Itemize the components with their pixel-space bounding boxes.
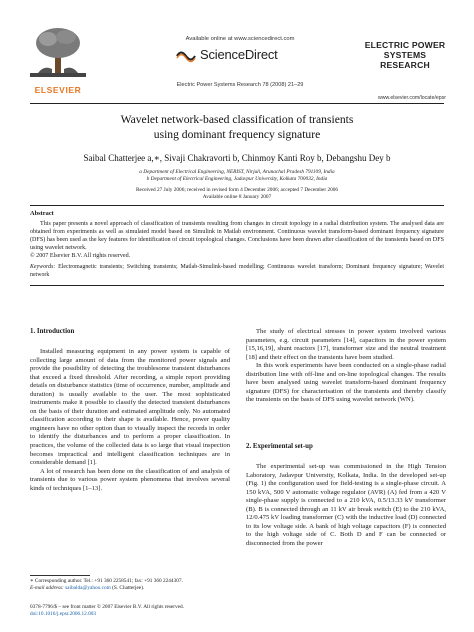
available-online-text: Available online at www.sciencedirect.com [185, 36, 295, 42]
email-note [30, 585, 240, 592]
abstract-bottom-rule [30, 285, 444, 286]
section-heading-introduction: 1. Introduction [30, 328, 75, 335]
article-title-line2: using dominant frequency signature [153, 128, 321, 141]
article-title-line1: Wavelet network-based classification of transients [120, 113, 354, 126]
author-list: Saibal Chatterjee a,∗, Sivaji Chakravorti b, Chinmoy Kanti Roy b, Debangshu Dey b [83, 153, 391, 163]
section-heading-experimental-setup: 2. Experimental set-up [246, 443, 313, 450]
email-label: E-mail address: [30, 584, 66, 591]
keywords-list: Electromagnetic transients; Switching transients; Matlab-Simulink-based modelling; Continuous wavelet transform; Dominant frequency signature; Wavelet network [30, 264, 444, 278]
experimental-setup-paragraph: The experimental set-up was commissioned in the High Tension Laboratory, Jadavpur University, Kolkata, India. In the developed set-up (Fig. 1) the configuration used for field-testing is a single-phase circuit. A 150 kVA, 500 V automatic voltage regulator (AVR) (A) fed from a 420 V single-phase supply is connected to a 210 kVA, 0.5/13.33 kV transformer (B). B is connected through an 11 kV air break switch (E) to the 210 kVA, 12/0.475 kV loading transformer (C) with the inductive load (D) connected to its low voltage side. A bank of high voltage capacitors (F) is connected to the high voltage side of C. Both D and F can be connected or disconnected from the power [246, 463, 446, 547]
received-dates: Received 27 July 2006; received in revised form 4 December 2006; accepted 7 December 2006 [135, 187, 339, 193]
right-paragraph-2: In this work experiments have been conducted on a single-phase radial distribution line with off-line and on-line topological changes. The results have been analysed using wavelet transform-based dominant frequency signature (DFS) for characterisation of the transients and thereby classify the transients on the basis of DFS using wavelet network (WN). [246, 362, 446, 404]
header-rule [30, 103, 444, 104]
elsevier-logo [30, 25, 86, 95]
sciencedirect-wordmark: ScienceDirect [200, 47, 278, 62]
issn-line: 0378-7796/$ – see front matter © 2007 Elsevier B.V. All rights reserved. [30, 604, 184, 610]
right-column-text-bottom [246, 463, 446, 548]
doi-link[interactable]: doi:10.1016/j.epsr.2006.12.003 [30, 611, 97, 617]
journal-title [360, 40, 450, 70]
elsevier-tree-logo-icon [30, 25, 86, 77]
article-title [60, 112, 414, 142]
intro-paragraph-1: Installed measuring equipment in any power system is capable of collecting large amount of data from the monitored power signals and provide the possibility of detecting the troublesome transient disturbances that exceed a fixed threshold. After recording, a simple report providing details on disturbance statistics (time of occurrence, number, amplitude and duration) is usually available to the user. The most sophisticated instruments make it possible to classify the detected transient disturbances on the basis of their duration and estimated amplitude only. No automated classification according to their shape is available. Hence, power quality engineers have no other option than to visually inspect the records in order to identify the disturbances and to perform a proper classification. In practices, the volume of the collected data is so large that visual inspection becomes impractical and intelligent classification techniques are in considerable demand [1]. [30, 348, 230, 467]
left-column-text [30, 348, 230, 493]
email-link[interactable]: saibalda@yahoo.com [65, 584, 111, 591]
abstract-body: This paper presents a novel approach of classification of transients resulting from changes in circuit topology in a radial distribution system. The analysed data are obtained from experiments as well as simulated model based on Simulink in Matlab environment. Continuous wavelet transform-based dominant frequency signature (DFS) has been used as the key features for identification of circuit topological changes. Conclusions have been drawn after classification of the transients based on DFS using wavelet network. [30, 221, 444, 251]
email-tail: (S. Chatterjee). [110, 584, 145, 591]
elsevier-wordmark: ELSEVIER [34, 85, 82, 95]
journal-reference: Electric Power Systems Research 78 (2008) 21–29 [176, 82, 304, 88]
keywords-label: Keywords: [30, 264, 56, 270]
journal-title-line2: SYSTEMS RESEARCH [380, 50, 430, 70]
available-online-date: Available online 8 January 2007 [202, 193, 272, 200]
article-history [30, 187, 444, 200]
sciencedirect-logo-icon [175, 48, 197, 64]
abstract-copyright: © 2007 Elsevier B.V. All rights reserved. [30, 252, 131, 259]
corresponding-author-note: ∗ Corresponding author. Tel.: +91 360 2258541; fax: +91 360 2244307. [30, 578, 183, 584]
sciencedirect-brand [175, 47, 305, 65]
right-column-text-top [246, 328, 446, 405]
journal-title-line1: ELECTRIC POWER [364, 40, 446, 50]
abstract-text [30, 221, 444, 261]
journal-url[interactable]: www.elsevier.com/locate/epsr [377, 95, 446, 101]
affiliation-b: b Department of Electrical Engineering, Jadavpur University, Kolkata 700032, India [146, 175, 328, 182]
right-paragraph-1: The study of electrical stresses in power system involved various parameters, e.g. circuit parameters [14], capacitors in the power system [15,16,19], shunt reactors [17], transformer size and the neutral treatment [18] and their effect on the transients have been studied. [246, 328, 446, 361]
abstract-top-rule [30, 205, 444, 206]
footnote-block [30, 578, 240, 591]
affiliation-a: a Department of Electrical Engineering, NERIST, Nirjuli, Arunachal Pradesh 791109, India [139, 169, 335, 175]
abstract-heading: Abstract [30, 210, 54, 217]
intro-paragraph-2: A lot of research has been done on the classification of and analysis of transients due to various power system phenomena that involves several kinds of techniques [1–13]. [30, 467, 230, 492]
affiliations [30, 169, 444, 182]
keywords [30, 264, 444, 279]
footnote-rule [30, 575, 90, 576]
